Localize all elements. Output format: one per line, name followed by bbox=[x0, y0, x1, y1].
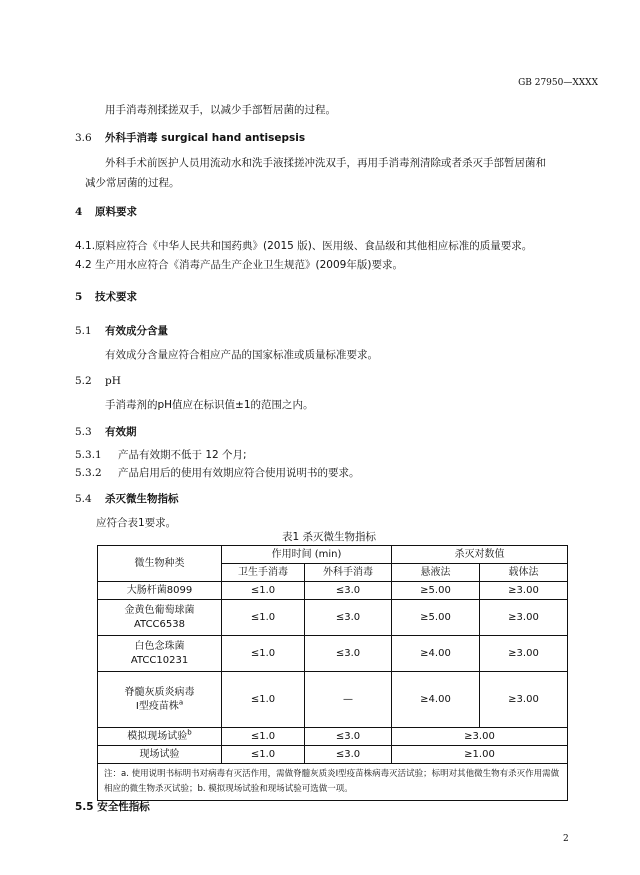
species-cell bbox=[98, 636, 222, 672]
hygienic-cell: ≤1.0 bbox=[222, 672, 305, 728]
microbe-kill-table bbox=[97, 545, 568, 801]
species-strain: ATCC10231 bbox=[130, 654, 189, 666]
hygienic-cell: ≤1.0 bbox=[222, 636, 305, 672]
surgical-cell: ≤3.0 bbox=[305, 636, 392, 672]
species-name: 白色念珠菌 bbox=[134, 640, 185, 652]
section-number: 5 bbox=[75, 291, 83, 303]
table-caption: 表1 杀灭微生物指标 bbox=[282, 531, 377, 543]
table-row bbox=[98, 746, 568, 764]
paragraph: 产品启用后的使用有效期应符合使用说明书的要求。 bbox=[118, 467, 360, 479]
table-row bbox=[98, 636, 568, 672]
hygienic-cell: ≤1.0 bbox=[222, 746, 305, 764]
section-title: 杀灭微生物指标 bbox=[105, 493, 179, 505]
paragraph: 有效成分含量应符合相应产品的国家标准或质量标准要求。 bbox=[105, 349, 378, 361]
header-log: 杀灭对数值 bbox=[392, 546, 568, 564]
suspension-cell: ≥4.00 bbox=[392, 672, 480, 728]
document-code: GB 27950—XXXX bbox=[518, 78, 598, 88]
section-number: 5.1 bbox=[75, 325, 92, 337]
section-title: 外科手消毒 surgical hand antisepsis bbox=[105, 132, 306, 144]
header-suspension: 悬液法 bbox=[392, 564, 480, 582]
surgical-cell: ≤3.0 bbox=[305, 582, 392, 600]
paragraph: 应符合表1要求。 bbox=[96, 517, 177, 529]
species-cell: 大肠杆菌8099 bbox=[98, 582, 222, 600]
species-cell bbox=[98, 728, 222, 746]
suspension-cell: ≥5.00 bbox=[392, 582, 480, 600]
paragraph: 用手消毒剂揉搓双手，以减少手部暂居菌的过程。 bbox=[105, 104, 336, 116]
header-time: 作用时间 (min) bbox=[222, 546, 392, 564]
species-name: 模拟现场试验 bbox=[127, 730, 188, 742]
footnote-marker: a bbox=[178, 698, 184, 707]
paragraph: 4.1.原料应符合《中华人民共和国药典》(2015 版)、医用级、食品级和其他相应标准的质量要求。 bbox=[75, 240, 533, 252]
section-number: 5.2 bbox=[75, 375, 92, 387]
surgical-cell: ≤3.0 bbox=[305, 600, 392, 636]
species-cell bbox=[98, 600, 222, 636]
header-hygienic: 卫生手消毒 bbox=[222, 564, 305, 582]
paragraph: 产品有效期不低于 12 个月; bbox=[118, 449, 247, 461]
suspension-cell: ≥5.00 bbox=[392, 600, 480, 636]
surgical-cell: ≤3.0 bbox=[305, 746, 392, 764]
section-title: 5.5 安全性指标 bbox=[75, 801, 150, 813]
section-title: 技术要求 bbox=[95, 291, 137, 303]
table-row bbox=[98, 582, 568, 600]
section-number: 4 bbox=[75, 206, 83, 218]
section-number: 5.3.2 bbox=[75, 467, 102, 479]
log-merged-cell: ≥1.00 bbox=[392, 746, 568, 764]
carrier-cell: ≥3.00 bbox=[480, 636, 568, 672]
species-cell bbox=[98, 672, 222, 728]
hygienic-cell: ≤1.0 bbox=[222, 728, 305, 746]
table-header-row bbox=[98, 546, 568, 564]
species-strain: ATCC6538 bbox=[133, 618, 185, 630]
header-carrier: 载体法 bbox=[480, 564, 568, 582]
section-title: pH bbox=[105, 375, 121, 387]
species-strain: Ⅰ型疫苗株 bbox=[135, 700, 179, 712]
footnote-marker: b bbox=[187, 728, 192, 737]
suspension-cell: ≥4.00 bbox=[392, 636, 480, 672]
section-number: 5.3.1 bbox=[75, 449, 102, 461]
page-number: 2 bbox=[563, 834, 569, 844]
hygienic-cell: ≤1.0 bbox=[222, 600, 305, 636]
carrier-cell: ≥3.00 bbox=[480, 582, 568, 600]
species-cell: 现场试验 bbox=[98, 746, 222, 764]
paragraph: 手消毒剂的pH值应在标识值±1的范围之内。 bbox=[105, 399, 314, 411]
section-number: 5.3 bbox=[75, 426, 92, 438]
header-species: 微生物种类 bbox=[98, 546, 222, 582]
species-name: 金黄色葡萄球菌 bbox=[124, 604, 195, 616]
table-note-row bbox=[98, 764, 568, 801]
section-number: 5.4 bbox=[75, 493, 92, 505]
surgical-cell: ≤3.0 bbox=[305, 728, 392, 746]
section-title: 有效期 bbox=[105, 426, 137, 438]
table-row bbox=[98, 728, 568, 746]
surgical-cell: — bbox=[305, 672, 392, 728]
carrier-cell: ≥3.00 bbox=[480, 672, 568, 728]
table-note: 注：a. 使用说明书标明书对病毒有灭活作用，需做脊髓灰质炎Ⅰ型疫苗株病毒灭活试验；标明对其他微生物有杀灭作用需做相应的微生物杀灭试验；b. 模拟现场试验和现场试验可选做一项。 bbox=[98, 764, 568, 801]
table-row bbox=[98, 600, 568, 636]
header-surgical: 外科手消毒 bbox=[305, 564, 392, 582]
section-title: 原料要求 bbox=[95, 206, 137, 218]
paragraph: 减少常居菌的过程。 bbox=[85, 177, 180, 189]
species-name: 脊髓灰质炎病毒 bbox=[124, 686, 195, 698]
log-merged-cell: ≥3.00 bbox=[392, 728, 568, 746]
hygienic-cell: ≤1.0 bbox=[222, 582, 305, 600]
section-number: 3.6 bbox=[75, 132, 92, 144]
carrier-cell: ≥3.00 bbox=[480, 600, 568, 636]
table-row bbox=[98, 672, 568, 728]
paragraph: 4.2 生产用水应符合《消毒产品生产企业卫生规范》(2009年版)要求。 bbox=[75, 259, 403, 271]
paragraph: 外科手术前医护人员用流动水和洗手液揉搓冲洗双手，再用手消毒剂清除或者杀灭手部暂居菌和 bbox=[105, 157, 546, 169]
section-title: 有效成分含量 bbox=[105, 325, 168, 337]
